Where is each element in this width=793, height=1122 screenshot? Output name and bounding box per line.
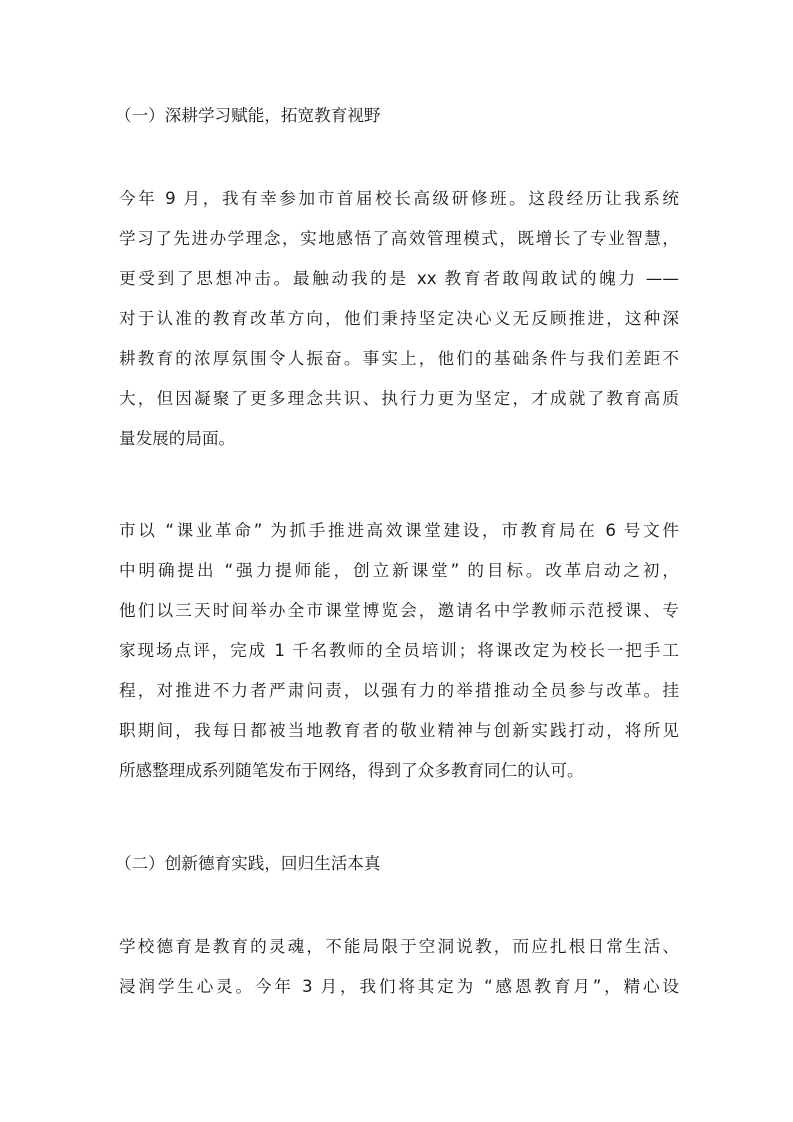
- paragraph-line: 学校德育是教育的灵魂，不能局限于空洞说教，而应扎根日常生活、: [119, 937, 679, 956]
- paragraph-line: 中明确提出 “强力提师能，创立新课堂” 的目标。改革启动之初，: [119, 561, 679, 580]
- paragraph-line: 大，但因凝聚了更多理念共识、执行力更为坚定，才成就了教育高质: [119, 389, 679, 408]
- paragraph-line: 学习了先进办学理念，实地感悟了高效管理模式，既增长了专业智慧，: [119, 229, 679, 248]
- section-heading-2: [115, 847, 675, 880]
- section-heading-1: [115, 99, 675, 132]
- paragraph-3: [119, 930, 679, 1003]
- heading-text: （一）深耕学习赋能，拓宽教育视野: [115, 106, 381, 125]
- paragraph-line: 对于认准的教育改革方向，他们秉持坚定决心义无反顾推进，这种深: [119, 309, 679, 328]
- paragraph-line: 所感整理成系列随笔发布于网络，得到了众多教育同仁的认可。: [119, 761, 584, 780]
- paragraph-line: 职期间，我每日都被当地教育者的敬业精神与创新实践打动，将所见: [119, 721, 679, 740]
- paragraph-line: 市以 “课业革命” 为抓手推进高效课堂建设，市教育局在 6 号文件: [119, 521, 679, 540]
- paragraph-2: [119, 514, 679, 787]
- heading-text: （二）创新德育实践，回归生活本真: [115, 854, 381, 873]
- paragraph-1: [119, 182, 679, 455]
- paragraph-line: 他们以三天时间举办全市课堂博览会，邀请名中学教师示范授课、专: [119, 601, 679, 620]
- paragraph-line: 浸润学生心灵。今年 3 月，我们将其定为 “感恩教育月”，精心设: [119, 977, 679, 996]
- paragraph-line: 今年 9 月，我有幸参加市首届校长高级研修班。这段经历让我系统: [119, 189, 679, 208]
- paragraph-line: 家现场点评，完成 1 千名教师的全员培训；将课改定为校长一把手工: [119, 641, 679, 660]
- paragraph-line: 更受到了思想冲击。最触动我的是 xx 教育者敢闯敢试的魄力 ——: [119, 269, 679, 288]
- paragraph-line: 量发展的局面。: [119, 429, 236, 448]
- paragraph-line: 程，对推进不力者严肃问责，以强有力的举措推动全员参与改革。挂: [119, 681, 679, 700]
- paragraph-line: 耕教育的浓厚氛围令人振奋。事实上，他们的基础条件与我们差距不: [119, 349, 679, 368]
